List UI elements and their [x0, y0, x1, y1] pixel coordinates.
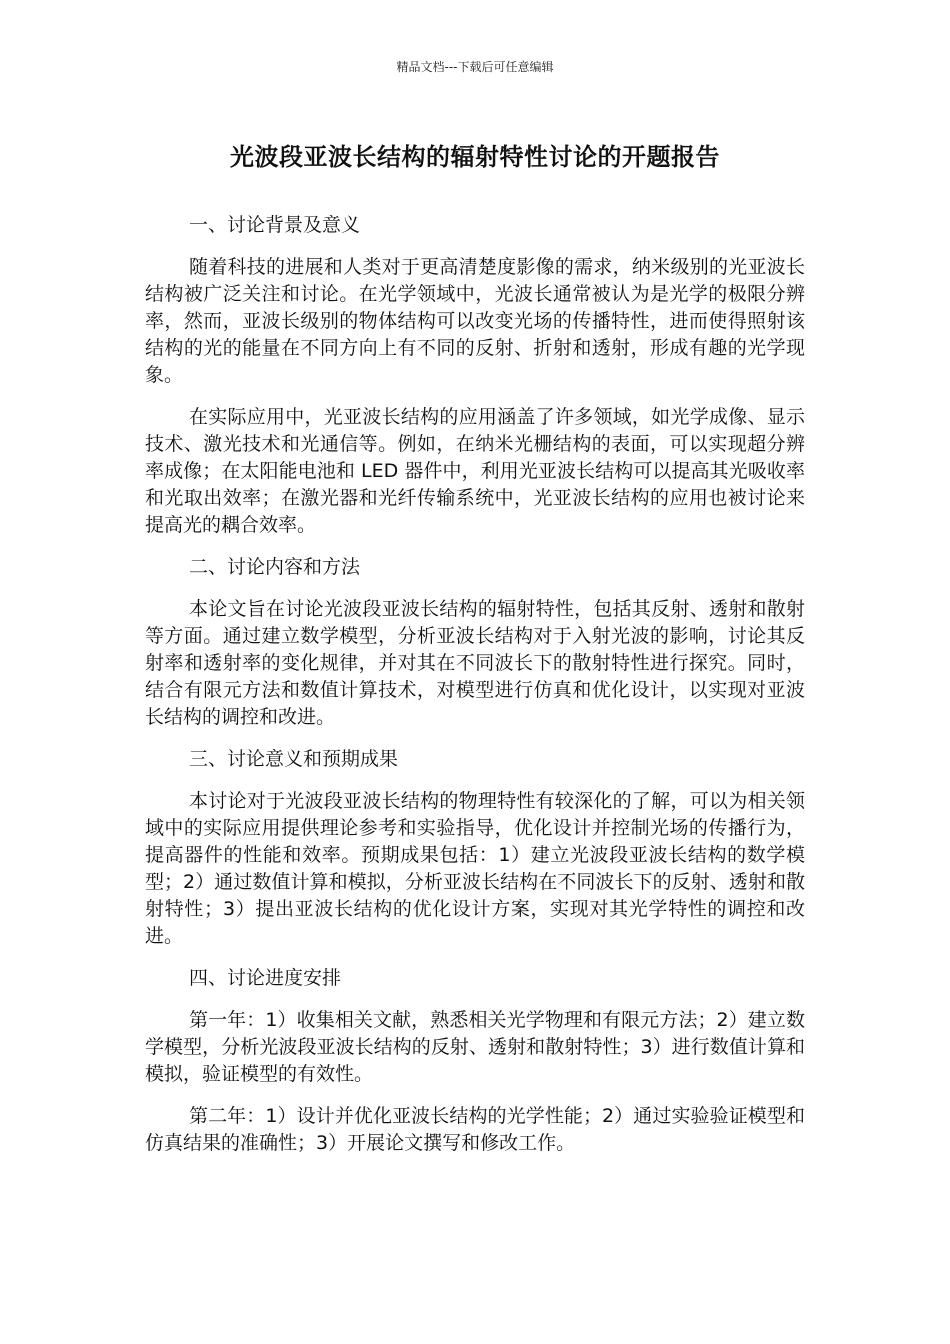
paragraph: 第一年：1）收集相关文献，熟悉相关光学物理和有限元方法；2）建立数学模型，分析光波段亚波长结构的反射、透射和散射特性；3）进行数值计算和模拟，验证模型的有效性。 — [145, 1009, 805, 1085]
paragraph: 第二年：1）设计并优化亚波长结构的光学性能；2）通过实验验证模型和仿真结果的准确性；3）开展论文撰写和修改工作。 — [145, 1105, 805, 1154]
header-note: 精品文档---下载后可任意编辑 — [396, 60, 554, 74]
paragraph: 随着科技的进展和人类对于更高清楚度影像的需求，纳米级别的光亚波长结构被广泛关注和讨论。在光学领域中，光波长通常被认为是光学的极限分辨率，然而，亚波长级别的物体结构可以改变光场的传播特性，进而使得照射该结构的光的能量在不同方向上有不同的反射、折射和透射，形成有趣的光学现象。 — [145, 256, 805, 386]
section-content-methods — [145, 554, 805, 731]
paragraph: 在实际应用中，光亚波长结构的应用涵盖了许多领域，如光学成像、显示技术、激光技术和光通信等。例如，在纳米光栅结构的表面，可以实现超分辨率成像；在太阳能电池和 LED 器件中，利用光亚波长结构可以提高其光吸收率和光取出效率；在激光器和光纤传输系统中，光亚波长结构的应用也被讨论来提高光的耦合效率。 — [145, 406, 805, 536]
section-heading: 三、讨论意义和预期成果 — [189, 748, 399, 770]
section-significance — [145, 746, 805, 950]
paragraph: 本讨论对于光波段亚波长结构的物理特性有较深化的了解，可以为相关领域中的实际应用提供理论参考和实验指导，优化设计并控制光场的传播行为，提高器件的性能和效率。预期成果包括：1）建立光波段亚波长结构的数学模型；2）通过数值计算和模拟，分析亚波长结构在不同波长下的反射、透射和散射特性；3）提出亚波长结构的优化设计方案，实现对其光学特性的调控和改进。 — [145, 790, 805, 947]
section-heading: 二、讨论内容和方法 — [189, 556, 361, 578]
document-body — [145, 212, 805, 1172]
section-heading: 一、讨论背景及意义 — [189, 214, 361, 236]
section-heading: 四、讨论进度安排 — [189, 967, 342, 989]
paragraph: 本论文旨在讨论光波段亚波长结构的辐射特性，包括其反射、透射和散射等方面。通过建立数学模型，分析亚波长结构对于入射光波的影响，讨论其反射率和透射率的变化规律，并对其在不同波长下的散射特性进行探究。同时，结合有限元方法和数值计算技术，对模型进行仿真和优化设计，以实现对亚波长结构的调控和改进。 — [145, 598, 805, 728]
section-schedule — [145, 965, 805, 1157]
section-background — [145, 212, 805, 539]
document-title: 光波段亚波长结构的辐射特性讨论的开题报告 — [230, 143, 720, 171]
